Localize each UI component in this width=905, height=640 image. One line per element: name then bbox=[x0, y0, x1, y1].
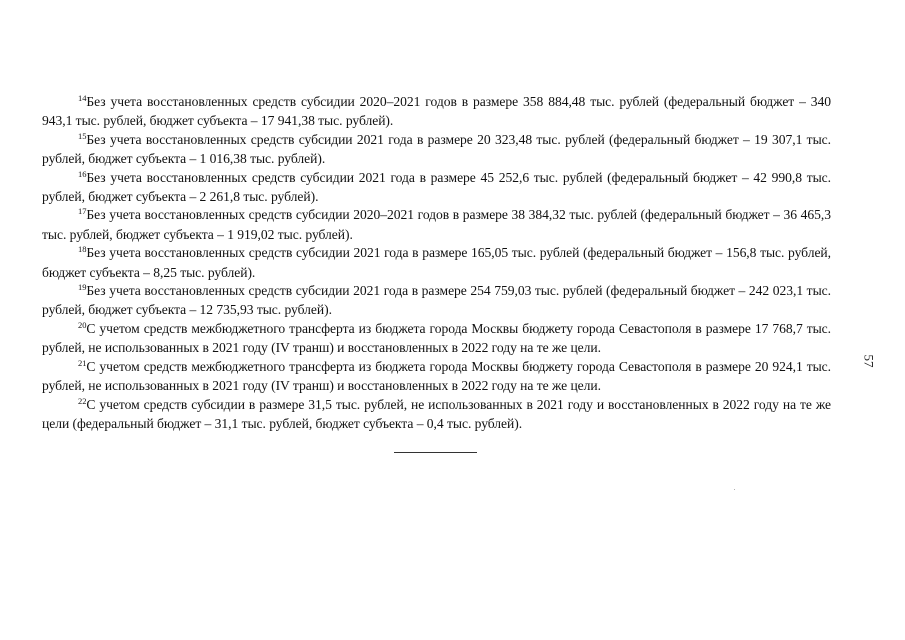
scan-speck bbox=[734, 489, 735, 490]
footnote-text: Без учета восстановленных средств субсидии 2020–2021 годов в размере 358 884,48 тыс. рублей (федеральный бюджет – 340 943,1 тыс. рублей, бюджет субъекта – 17 941,38 тыс. рублей). bbox=[42, 94, 831, 129]
footnote-marker: 16 bbox=[78, 168, 87, 179]
footnote-text: Без учета восстановленных средств субсидии 2021 года в размере 165,05 тыс. рублей (федеральный бюджет – 156,8 тыс. рублей, бюджет субъекта – 8,25 тыс. рублей). bbox=[42, 245, 831, 280]
footnote-text: Без учета восстановленных средств субсидии 2021 года в размере 254 759,03 тыс. рублей (федеральный бюджет – 242 023,1 тыс. рублей, бюджет субъекта – 12 735,93 тыс. рублей). bbox=[42, 283, 831, 318]
footnote-marker: 22 bbox=[78, 395, 87, 406]
footnote-19 bbox=[42, 282, 831, 320]
footnote-marker: 18 bbox=[78, 244, 87, 255]
footnote-17 bbox=[42, 206, 831, 244]
footnote-14 bbox=[42, 93, 831, 131]
footnote-marker: 20 bbox=[78, 319, 87, 330]
footnote-marker: 14 bbox=[78, 93, 87, 103]
page-number: 57 bbox=[861, 354, 877, 368]
footnote-text: С учетом средств межбюджетного трансферта из бюджета города Москвы бюджету города Севастополя в размере 17 768,7 тыс. рублей, не использованных в 2021 году (IV транш) и восстановленных в 2022 году на те же цели. bbox=[42, 320, 831, 356]
footnote-text: С учетом средств межбюджетного трансферта из бюджета города Москвы бюджету города Севастополя в размере 20 924,1 тыс. рублей, не использованных в 2021 году (IV транш) и восстановленных в 2022 году на те же цели. bbox=[42, 358, 831, 394]
footnote-22 bbox=[42, 396, 831, 434]
footnote-text: Без учета восстановленных средств субсидии 2020–2021 годов в размере 38 384,32 тыс. рублей (федеральный бюджет – 36 465,3 тыс. рублей, бюджет субъекта – 1 919,02 тыс. рублей). bbox=[42, 207, 831, 242]
footnote-marker: 15 bbox=[78, 130, 87, 141]
end-separator-line bbox=[394, 452, 477, 453]
footnote-text: Без учета восстановленных средств субсидии 2021 года в размере 45 252,6 тыс. рублей (федеральный бюджет – 42 990,8 тыс. рублей, бюджет субъекта – 2 261,8 тыс. рублей). bbox=[42, 169, 831, 205]
footnote-text: Без учета восстановленных средств субсидии 2021 года в размере 20 323,48 тыс. рублей (федеральный бюджет – 19 307,1 тыс. рублей, бюджет субъекта – 1 016,38 тыс. рублей). bbox=[42, 131, 831, 167]
footnote-text: С учетом средств субсидии в размере 31,5 тыс. рублей, не использованных в 2021 году и восстановленных в 2022 году на те же цели (федеральный бюджет – 31,1 тыс. рублей, бюджет субъекта – 0,4 тыс. рублей). bbox=[42, 396, 831, 431]
footnote-20 bbox=[42, 320, 831, 358]
footnote-marker: 17 bbox=[78, 206, 87, 217]
footnote-16 bbox=[42, 169, 831, 207]
footnote-21 bbox=[42, 358, 831, 396]
footnotes-block bbox=[42, 93, 831, 433]
footnote-marker: 21 bbox=[78, 357, 87, 368]
footnote-marker: 19 bbox=[78, 282, 87, 293]
footnote-18 bbox=[42, 244, 831, 282]
footnote-15 bbox=[42, 131, 831, 169]
